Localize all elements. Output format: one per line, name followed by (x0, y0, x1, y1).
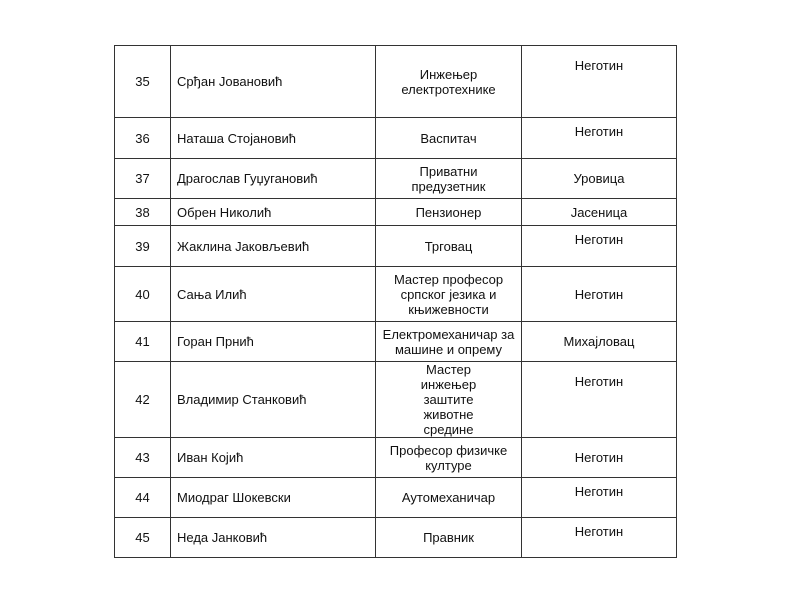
table-row (115, 478, 677, 518)
table-row (115, 518, 677, 558)
table-row (115, 199, 677, 226)
place: Неготин (522, 46, 677, 118)
occupation-text: Приватни предузетник (411, 163, 486, 194)
row-number: 37 (115, 159, 171, 199)
row-number: 43 (115, 438, 171, 478)
row-number: 36 (115, 118, 171, 159)
row-number: 38 (115, 199, 171, 226)
place: Неготин (522, 478, 677, 518)
occupation: Правник (376, 518, 522, 558)
person-name: Миодраг Шокевски (171, 478, 376, 518)
person-name: Драгослав Гуџугановић (171, 159, 376, 199)
place: Неготин (522, 267, 677, 322)
person-name: Иван Којић (171, 438, 376, 478)
occupation (376, 322, 522, 362)
person-name: Срђан Јовановић (171, 46, 376, 118)
occupation-text: Електромеханичар за машине и опрему (382, 326, 515, 357)
place: Неготин (522, 118, 677, 159)
occupation (376, 46, 522, 118)
place: Неготин (522, 226, 677, 267)
occupation: Васпитач (376, 118, 522, 159)
row-number: 40 (115, 267, 171, 322)
candidate-table (114, 45, 677, 558)
occupation (376, 438, 522, 478)
occupation (376, 267, 522, 322)
occupation-text: Професор физичке културе (389, 442, 508, 473)
occupation (376, 159, 522, 199)
place: Неготин (522, 438, 677, 478)
table-row (115, 438, 677, 478)
table-row (115, 362, 677, 438)
person-name: Жаклина Јаковљевић (171, 226, 376, 267)
occupation (376, 362, 522, 438)
row-number: 42 (115, 362, 171, 438)
person-name: Обрен Николић (171, 199, 376, 226)
occupation: Трговац (376, 226, 522, 267)
place: Неготин (522, 518, 677, 558)
table-row (115, 226, 677, 267)
table-row (115, 322, 677, 362)
place: Јасеница (522, 199, 677, 226)
occupation-text: Мастер инжењер заштите животне средине (420, 362, 477, 437)
occupation: Пензионер (376, 199, 522, 226)
row-number: 41 (115, 322, 171, 362)
person-name: Владимир Станковић (171, 362, 376, 438)
row-number: 44 (115, 478, 171, 518)
occupation: Аутомеханичар (376, 478, 522, 518)
person-name: Наташа Стојановић (171, 118, 376, 159)
table-row (115, 118, 677, 159)
person-name: Горан Прнић (171, 322, 376, 362)
person-name: Сања Илић (171, 267, 376, 322)
place: Михајловац (522, 322, 677, 362)
person-name: Неда Јанковић (171, 518, 376, 558)
row-number: 39 (115, 226, 171, 267)
place: Уровица (522, 159, 677, 199)
row-number: 35 (115, 46, 171, 118)
row-number: 45 (115, 518, 171, 558)
table-row (115, 46, 677, 118)
place: Неготин (522, 362, 677, 438)
table-row (115, 159, 677, 199)
occupation-text: Мастер професор српског језика и књижевности (393, 271, 504, 317)
occupation-text: Инжењер електротехнике (401, 66, 496, 97)
table-row (115, 267, 677, 322)
